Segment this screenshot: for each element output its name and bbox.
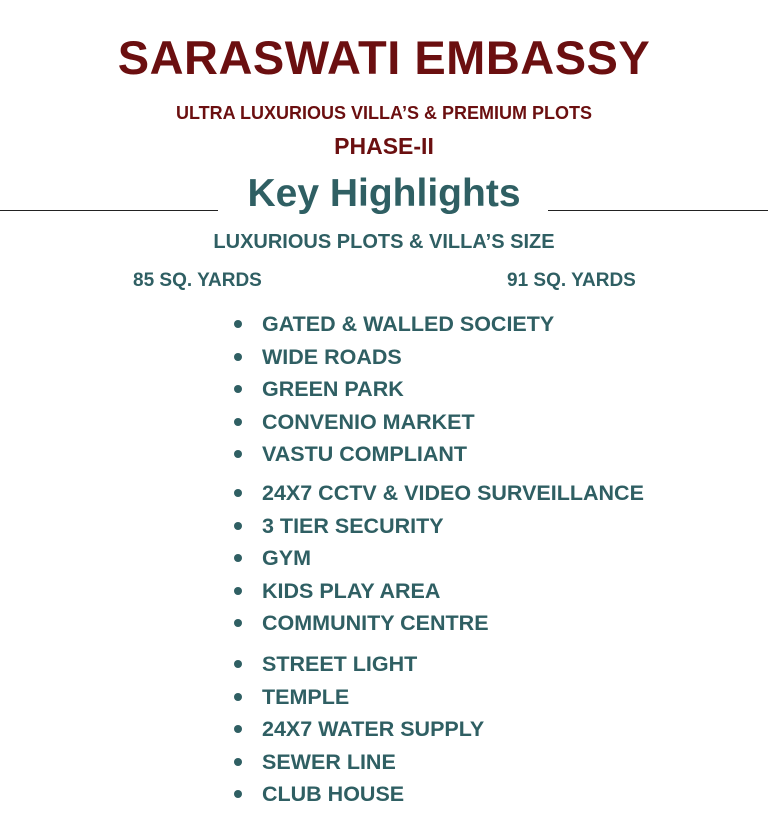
feature-label: 24X7 WATER SUPPLY	[262, 717, 485, 741]
feature-list-group-3	[232, 653, 484, 816]
plot-size-91: 91 SQ. YARDS	[507, 270, 636, 291]
plot-size-85: 85 SQ. YARDS	[133, 270, 262, 291]
project-phase: PHASE-II	[334, 133, 434, 159]
list-item	[232, 313, 554, 346]
divider-right	[548, 210, 768, 211]
list-item	[232, 653, 484, 686]
feature-list-group-2	[232, 482, 644, 645]
feature-label: COMMUNITY CENTRE	[262, 611, 489, 635]
list-item	[232, 378, 554, 411]
bullet-icon	[234, 619, 242, 627]
list-item	[232, 547, 644, 580]
feature-label: KIDS PLAY AREA	[262, 578, 441, 603]
feature-label: GYM	[262, 546, 311, 570]
list-item	[232, 751, 484, 784]
bullet-icon	[234, 554, 242, 562]
feature-label: GATED & WALLED SOCIETY	[262, 312, 555, 336]
list-item	[232, 612, 644, 645]
feature-label: 24X7 CCTV & VIDEO SURVEILLANCE	[262, 481, 644, 505]
bullet-icon	[234, 725, 242, 733]
project-title: SARASWATI EMBASSY	[117, 31, 651, 84]
bullet-icon	[234, 790, 242, 798]
feature-list-group-1	[232, 313, 554, 476]
bullet-icon	[234, 693, 242, 701]
bullet-icon	[234, 385, 242, 393]
list-item	[232, 515, 644, 548]
list-item	[232, 482, 644, 515]
bullet-icon	[234, 353, 242, 361]
sizes-heading: LUXURIOUS PLOTS & VILLA’S SIZE	[213, 231, 555, 253]
list-item	[232, 443, 554, 476]
list-item	[232, 346, 554, 379]
bullet-icon	[234, 522, 242, 530]
list-item	[232, 686, 484, 719]
bullet-icon	[234, 489, 242, 497]
bullet-icon	[234, 758, 242, 766]
bullet-icon	[234, 450, 242, 458]
feature-label: TEMPLE	[262, 684, 350, 709]
feature-label: CLUB HOUSE	[262, 782, 405, 806]
feature-label: SEWER LINE	[262, 749, 396, 774]
feature-label: STREET LIGHT	[262, 652, 418, 676]
feature-label: WIDE ROADS	[262, 344, 402, 369]
bullet-icon	[234, 660, 242, 668]
list-item	[232, 580, 644, 613]
list-item	[232, 411, 554, 444]
list-item	[232, 718, 484, 751]
feature-label: VASTU COMPLIANT	[262, 442, 468, 466]
bullet-icon	[234, 418, 242, 426]
feature-label: 3 TIER SECURITY	[262, 513, 444, 538]
feature-label: GREEN PARK	[262, 377, 404, 401]
feature-label: CONVENIO MARKET	[262, 409, 475, 434]
key-highlights-heading: Key Highlights	[247, 172, 521, 215]
bullet-icon	[234, 320, 242, 328]
project-subtitle: ULTRA LUXURIOUS VILLA’S & PREMIUM PLOTS	[175, 103, 592, 123]
bullet-icon	[234, 587, 242, 595]
list-item	[232, 783, 484, 816]
